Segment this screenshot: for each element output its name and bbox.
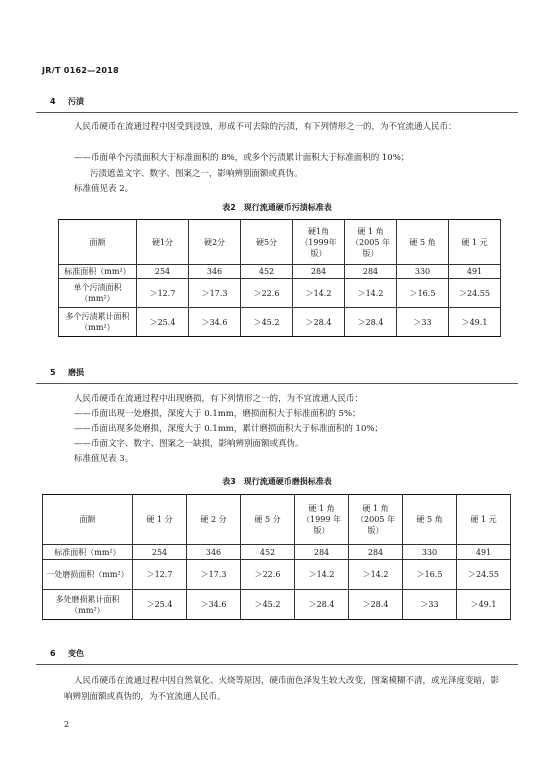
table-cell: 452 <box>241 545 295 560</box>
table-row <box>59 308 501 337</box>
table-2 <box>58 219 501 337</box>
section-6-title: 变色 <box>68 649 84 658</box>
table-cell: 254 <box>137 265 189 279</box>
section-5-paragraph: 人民币硬币在流通过程中出现磨损，有下列情形之一的，为不宜流通人民币： <box>74 394 364 404</box>
table-cell: ＞12.7 <box>137 279 189 308</box>
section-4-number: 4 <box>50 97 56 106</box>
table-row <box>43 545 511 560</box>
table-cell: ＞24.55 <box>449 279 501 308</box>
table-2-header-cell: 硬 5 角 <box>397 220 449 265</box>
table-2-caption: 表2 现行流通硬币污渍标准表 <box>222 203 332 212</box>
table-3-header-cell: 硬 5 角 <box>403 495 457 545</box>
table-cell: 284 <box>349 545 403 560</box>
section-4-title: 污渍 <box>68 97 84 106</box>
table-cell: ＞22.6 <box>241 560 295 590</box>
table-3-caption: 表3 现行流通硬币磨损标准表 <box>222 477 332 486</box>
section-6-top-rule <box>36 664 518 665</box>
section-6-paragraph: 人民币硬币在流通过程中因自然氧化、火烧等原因，硬币面色泽发生较大改变，图案模糊不清，或光泽度变暗，影响辨别面额或真伪的，为不宜流通人民币。 <box>64 676 500 702</box>
section-5-top-rule <box>36 383 518 384</box>
table-cell: ＞34.6 <box>189 308 241 337</box>
table-cell: ＞16.5 <box>397 279 449 308</box>
table-cell: ＞25.4 <box>133 590 187 620</box>
section-5-item-2: ——币面出现多处磨损，深度大于 0.1mm，累计磨损面积大于标准面积的 10%； <box>74 424 383 434</box>
section-5-title: 磨损 <box>68 368 84 377</box>
table-cell: 284 <box>295 545 349 560</box>
table-cell: 多个污渍累计面积（mm²） <box>59 308 137 337</box>
table-3-header-row <box>43 495 511 545</box>
table-cell: 254 <box>133 545 187 560</box>
table-3-header-cell: 硬 1 角（2005 年版） <box>349 495 403 545</box>
table-2-header-cell: 硬1角（1999年版） <box>293 220 345 265</box>
section-5-item-3: ——币面文字、数字、图案之一缺损，影响辨别面额或真伪。 <box>74 439 304 449</box>
section-5-number: 5 <box>50 368 56 377</box>
table-cell: 标准面积（mm²） <box>59 265 137 279</box>
table-cell: ＞33 <box>403 590 457 620</box>
table-cell: ＞17.3 <box>189 279 241 308</box>
table-cell: ＞14.2 <box>349 560 403 590</box>
section-4-item-1: ——币面单个污渍面积大于标准面积的 8%，或多个污渍累计面积大于标准面积的 10%； <box>74 153 410 163</box>
table-cell: 346 <box>189 265 241 279</box>
section-5-note: 标准值见表 3。 <box>74 454 134 464</box>
table-cell: 单个污渍面积（mm²） <box>59 279 137 308</box>
table-cell: ＞24.55 <box>457 560 511 590</box>
table-cell: 一处磨损面积（mm²） <box>43 560 133 590</box>
table-cell: ＞49.1 <box>457 590 511 620</box>
table-cell: ＞14.2 <box>293 279 345 308</box>
table-3-header-cell: 硬 2 分 <box>187 495 241 545</box>
table-cell: ＞45.2 <box>241 308 293 337</box>
table-row <box>43 560 511 590</box>
table-2-header-cell: 硬1分 <box>137 220 189 265</box>
table-row <box>59 265 501 279</box>
table-cell: ＞28.4 <box>349 590 403 620</box>
table-cell: ＞14.2 <box>345 279 397 308</box>
table-cell: 标准面积（mm²） <box>43 545 133 560</box>
table-cell: 452 <box>241 265 293 279</box>
table-cell: ＞45.2 <box>241 590 295 620</box>
table-3 <box>42 494 511 620</box>
section-4-item-2: 污渍遮盖文字、数字、图案之一，影响辨别面额或真伪。 <box>90 169 303 179</box>
table-cell: 284 <box>345 265 397 279</box>
section-5-item-1: ——币面出现一处磨损，深度大于 0.1mm，磨损面积大于标准面积的 5%； <box>74 409 361 419</box>
section-6-number: 6 <box>50 649 56 658</box>
table-cell: 330 <box>403 545 457 560</box>
table-cell: 多处磨损累计面积（mm²） <box>43 590 133 620</box>
table-row <box>59 279 501 308</box>
table-cell: ＞28.4 <box>345 308 397 337</box>
table-cell: 284 <box>293 265 345 279</box>
table-cell: 491 <box>457 545 511 560</box>
section-4-top-rule <box>36 112 518 113</box>
page-number: 2 <box>64 720 70 729</box>
table-cell: ＞22.6 <box>241 279 293 308</box>
table-cell: ＞33 <box>397 308 449 337</box>
table-cell: ＞25.4 <box>137 308 189 337</box>
section-4-note: 标准值见表 2。 <box>74 184 134 194</box>
table-cell: ＞17.3 <box>187 560 241 590</box>
table-2-header-cell: 面额 <box>59 220 137 265</box>
section-6-heading <box>50 648 84 659</box>
table-cell: ＞28.4 <box>293 308 345 337</box>
table-cell: 330 <box>397 265 449 279</box>
document-header: JR/T 0162—2018 <box>42 66 120 75</box>
table-cell: ＞28.4 <box>295 590 349 620</box>
table-cell: ＞34.6 <box>187 590 241 620</box>
table-3-header-cell: 硬 5 分 <box>241 495 295 545</box>
table-2-header-cell: 硬 1 角（2005 年版） <box>345 220 397 265</box>
table-cell: ＞16.5 <box>403 560 457 590</box>
table-2-header-row <box>59 220 501 265</box>
section-4-heading <box>50 96 84 107</box>
table-3-header-cell: 硬 1 角（1999 年版） <box>295 495 349 545</box>
table-row <box>43 590 511 620</box>
table-cell: 346 <box>187 545 241 560</box>
section-4-paragraph: 人民币硬币在流通过程中因受到浸蚀，形成不可去除的污渍，有下列情形之一的，为不宜流通人民币： <box>74 122 457 132</box>
table-2-header-cell: 硬5分 <box>241 220 293 265</box>
table-2-header-cell: 硬 1 元 <box>449 220 501 265</box>
table-3-header-cell: 硬 1 元 <box>457 495 511 545</box>
table-2-header-cell: 硬2分 <box>189 220 241 265</box>
table-3-header-cell: 面额 <box>43 495 133 545</box>
table-cell: ＞49.1 <box>449 308 501 337</box>
table-cell: ＞12.7 <box>133 560 187 590</box>
table-cell: ＞14.2 <box>295 560 349 590</box>
table-3-header-cell: 硬 1 分 <box>133 495 187 545</box>
section-5-heading <box>50 367 84 378</box>
table-cell: 491 <box>449 265 501 279</box>
